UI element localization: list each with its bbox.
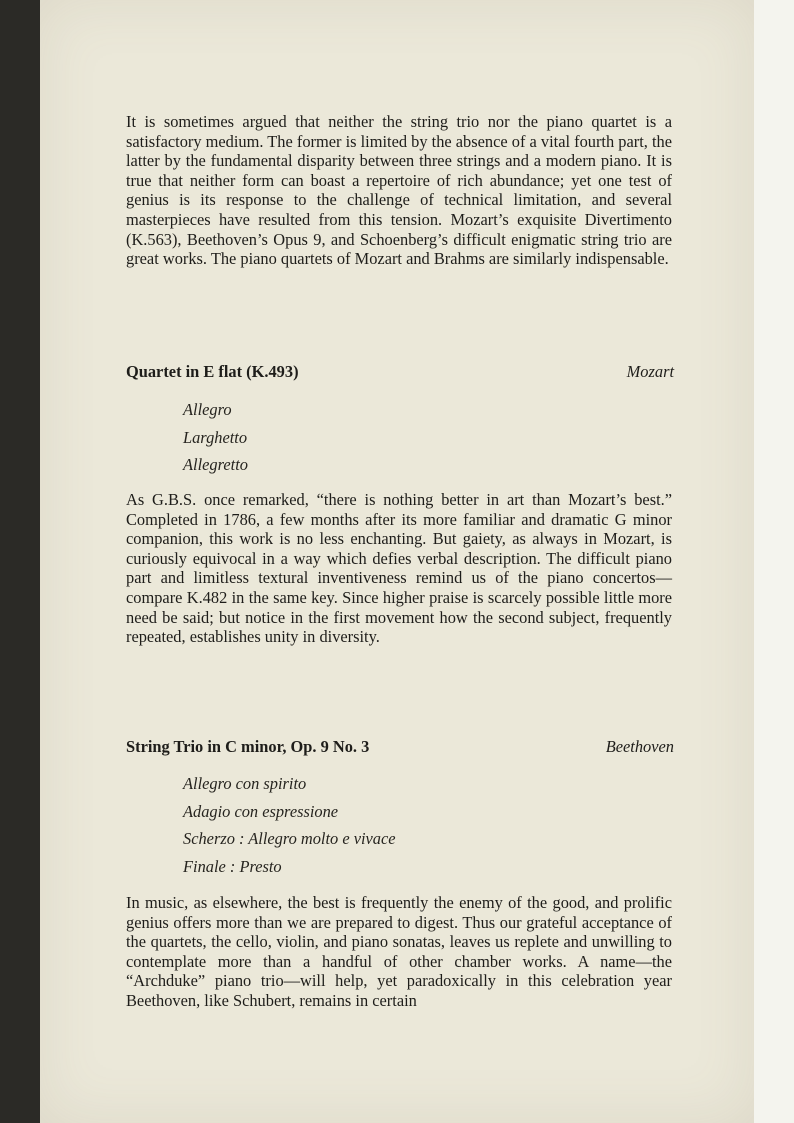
work-heading-beethoven bbox=[126, 737, 674, 759]
background-strip bbox=[754, 0, 794, 1123]
work-description: As G.B.S. once remarked, “there is nothing better in art than Mozart’s best.” Completed in 1786, a few months after its more familiar and dramatic G minor companion, this work is no less enchanting. But gaiety, as always in Mozart, is curiously equivocal in a way which defies verbal description. The difficult piano part and limitless textural inventiveness remind us of the piano concertos—compare K.482 in the same key. Since higher praise is scarcely possible little more need be said; but notice in the first movement how the second subject, frequently repeated, establishes unity in diversity. bbox=[126, 490, 672, 647]
composer-name: Beethoven bbox=[605, 737, 674, 756]
movement-item: Larghetto bbox=[183, 427, 248, 447]
work-title: Quartet in E flat (K.493) bbox=[126, 362, 299, 381]
movement-list bbox=[183, 774, 396, 884]
work-title: String Trio in C minor, Op. 9 No. 3 bbox=[126, 737, 370, 756]
work-heading-mozart bbox=[126, 362, 674, 384]
movement-item: Finale : Presto bbox=[183, 856, 282, 876]
intro-paragraph: It is sometimes argued that neither the string trio nor the piano quartet is a satisfactory medium. The former is limited by the absence of a vital fourth part, the latter by the fundamental disparity between three strings and a modern piano. It is true that neither form can boast a repertoire of rich abundance; yet one test of genius is its response to the challenge of technical limitation, and several masterpieces have resulted from this tension. Mozart’s exquisite Divertimento (K.563), Beethoven’s Opus 9, and Schoenberg’s difficult enigmatic string trio are great works. The piano quartets of Mozart and Brahms are similarly indispensable. bbox=[126, 112, 672, 269]
movement-list bbox=[183, 400, 248, 483]
work-description: In music, as elsewhere, the best is frequently the enemy of the good, and prolific genius offers more than we are prepared to digest. Thus our grateful acceptance of the quartets, the cello, violin, and piano sonatas, leaves us replete and unwilling to contemplate more than a handful of other chamber works. A name—the “Archduke” piano trio—will help, yet paradoxically in this celebration year Beethoven, like Schubert, remains in certain bbox=[126, 893, 672, 1010]
movement-item: Allegro bbox=[183, 400, 232, 419]
composer-name: Mozart bbox=[626, 362, 674, 381]
movement-item: Scherzo : Allegro molto e vivace bbox=[183, 829, 396, 848]
movement-item: Allegro con spirito bbox=[183, 774, 307, 793]
movement-item: Adagio con espressione bbox=[183, 801, 339, 821]
movement-item: Allegretto bbox=[183, 455, 248, 474]
